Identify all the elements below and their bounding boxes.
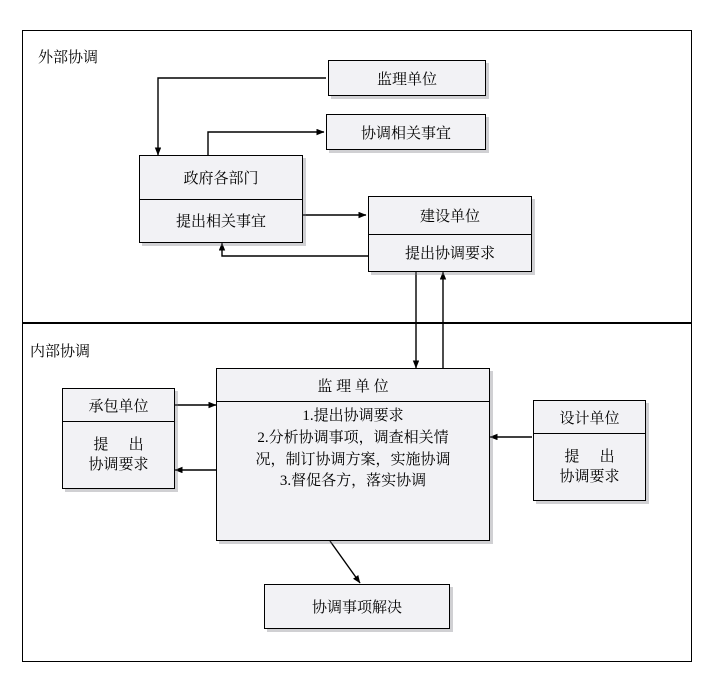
node-supervision-top[interactable] [328,60,486,96]
node-design-unit-title: 设计单位 [559,410,620,427]
supervision-item-2: 2.分析协调事项，调查相关情 [257,429,449,446]
node-design-unit-sub [534,433,645,500]
node-contractor-unit[interactable] [62,388,175,489]
node-design-unit[interactable] [533,400,646,501]
node-contractor-unit-sub [63,421,174,488]
contractor-sub-line2: 协调要求 [88,457,149,473]
design-sub-line2: 协调要求 [559,469,620,485]
node-resolved[interactable] [264,584,450,629]
node-construction-unit-sub: 提出协调要求 [369,234,531,272]
node-gov-departments-title: 政府各部门 [183,170,259,187]
node-resolved-title: 协调事项解决 [311,600,402,616]
contractor-sub-line1: 提 出 [93,436,152,453]
node-construction-unit[interactable] [368,196,532,272]
node-contractor-unit-title: 承包单位 [88,398,149,415]
section-external-label: 外部协调 [38,50,99,66]
node-coordinate-matters-title: 协调相关事宜 [360,125,451,142]
node-construction-unit-title: 建设单位 [419,208,480,225]
node-gov-departments-sub: 提出相关事宜 [140,199,302,243]
node-supervision-main-title: 监 理 单 位 [317,378,389,395]
supervision-item-1: 1.提出协调要求 [302,408,404,424]
supervision-item-3: 3.督促各方，落实协调 [279,473,427,490]
design-sub-line1: 提 出 [564,448,623,465]
node-supervision-main-body [217,401,489,540]
section-internal-label: 内部协调 [30,344,91,360]
node-coordinate-matters[interactable] [326,114,486,150]
supervision-item-2-cont: 况，制订协调方案，实施协调 [255,451,451,468]
node-supervision-top-title: 监理单位 [376,71,437,88]
node-supervision-main[interactable] [216,368,490,541]
node-gov-departments[interactable] [139,155,303,243]
